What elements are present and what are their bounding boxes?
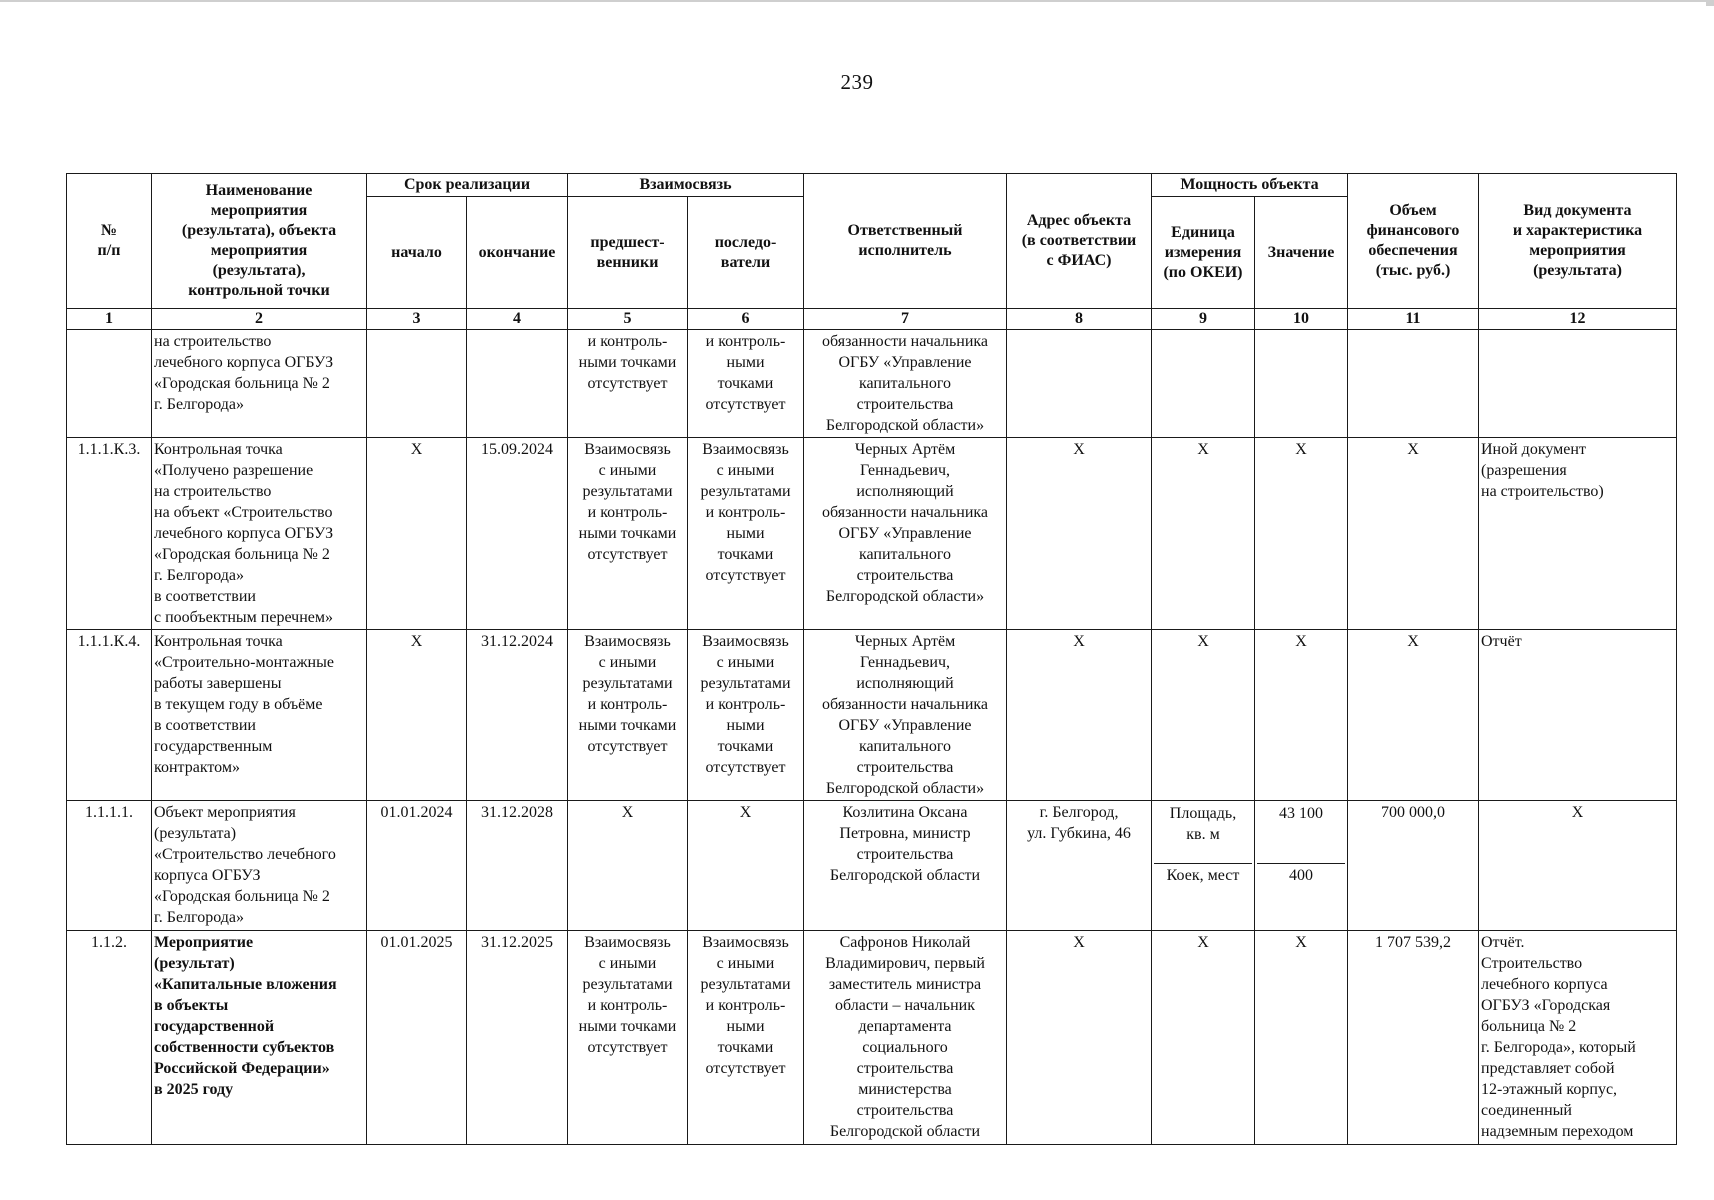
- row-next: Взаимосвязь с иными результатами и контроль- ными точками отсутствует: [688, 438, 804, 630]
- row-next: Взаимосвязь с иными результатами и контроль- ными точками отсутствует: [688, 630, 804, 801]
- header-term-start: начало: [367, 197, 467, 309]
- row-num: [67, 330, 152, 438]
- column-number: 8: [1007, 309, 1152, 330]
- row-address: [1007, 330, 1152, 438]
- row-doc: [1479, 330, 1677, 438]
- row-finance: X: [1348, 438, 1479, 630]
- header-capacity-group: Мощность объекта: [1152, 174, 1348, 197]
- row-name: Контрольная точка «Строительно-монтажные работы завершены в текущем году в объёме в соответствии государственным контрактом»: [152, 630, 367, 801]
- column-number: 3: [367, 309, 467, 330]
- table-row: [67, 630, 1677, 801]
- header-doc-type: Вид документа и характеристика мероприятия (результата): [1479, 174, 1677, 309]
- scan-edge-top: [0, 0, 1714, 2]
- header-num: № п/п: [67, 174, 152, 309]
- header-term-end: окончание: [467, 197, 568, 309]
- row-value: [1255, 330, 1348, 438]
- row-address: г. Белгород, ул. Губкина, 46: [1007, 801, 1152, 931]
- header-responsible: Ответственный исполнитель: [804, 174, 1007, 309]
- row-doc: X: [1479, 801, 1677, 931]
- row-end: 15.09.2024: [467, 438, 568, 630]
- row-value: [1255, 801, 1348, 931]
- header-link-prev: предшест- венники: [568, 197, 688, 309]
- row-responsible: Черных Артём Геннадьевич, исполняющий обязанности начальника ОГБУ «Управление капитального строительства Белгородской области»: [804, 630, 1007, 801]
- row-next: и контроль- ными точками отсутствует: [688, 330, 804, 438]
- column-number: 9: [1152, 309, 1255, 330]
- row-end: 31.12.2024: [467, 630, 568, 801]
- row-responsible: Козлитина Оксана Петровна, министр строительства Белгородской области: [804, 801, 1007, 931]
- row-end: 31.12.2028: [467, 801, 568, 931]
- row-responsible: Сафронов Николай Владимирович, первый заместитель министра области – начальник департамента социального строительства министерства строительства Белгородской области: [804, 931, 1007, 1145]
- activities-table: [66, 173, 1677, 1145]
- column-number: 2: [152, 309, 367, 330]
- row-finance: [1348, 330, 1479, 438]
- column-number: 5: [568, 309, 688, 330]
- row-next: Взаимосвязь с иными результатами и контроль- ными точками отсутствует: [688, 931, 804, 1145]
- header-term-group: Срок реализации: [367, 174, 568, 197]
- row-unit: X: [1152, 438, 1255, 630]
- unit-area: Площадь, кв. м: [1154, 802, 1252, 864]
- row-start: [367, 330, 467, 438]
- value-beds: 400: [1289, 867, 1313, 884]
- row-doc: Отчёт: [1479, 630, 1677, 801]
- column-number: 11: [1348, 309, 1479, 330]
- row-name: Мероприятие (результат) «Капитальные вложения в объекты государственной собственности субъектов Российской Федерации» в 2025 году: [152, 931, 367, 1145]
- header-address: Адрес объекта (в соответствии с ФИАС): [1007, 174, 1152, 309]
- row-finance: 700 000,0: [1348, 801, 1479, 931]
- value-area: 43 100: [1257, 802, 1345, 864]
- row-responsible: обязанности начальника ОГБУ «Управление капитального строительства Белгородской области»: [804, 330, 1007, 438]
- row-prev: X: [568, 801, 688, 931]
- row-prev: Взаимосвязь с иными результатами и контроль- ными точками отсутствует: [568, 438, 688, 630]
- row-prev: Взаимосвязь с иными результатами и контроль- ными точками отсутствует: [568, 630, 688, 801]
- row-name: на строительство лечебного корпуса ОГБУЗ «Городская больница № 2 г. Белгорода»: [152, 330, 367, 438]
- row-num: 1.1.1.К.4.: [67, 630, 152, 801]
- column-number: 10: [1255, 309, 1348, 330]
- row-address: X: [1007, 438, 1152, 630]
- column-number: 6: [688, 309, 804, 330]
- header-value: Значение: [1255, 197, 1348, 309]
- row-prev: и контроль- ными точками отсутствует: [568, 330, 688, 438]
- row-end: [467, 330, 568, 438]
- row-responsible: Черных Артём Геннадьевич, исполняющий обязанности начальника ОГБУ «Управление капитального строительства Белгородской области»: [804, 438, 1007, 630]
- row-unit: X: [1152, 630, 1255, 801]
- row-unit: X: [1152, 931, 1255, 1145]
- table-row: [67, 931, 1677, 1145]
- header-finance: Объем финансового обеспечения (тыс. руб.): [1348, 174, 1479, 309]
- column-number: 7: [804, 309, 1007, 330]
- row-address: X: [1007, 630, 1152, 801]
- table-row: [67, 438, 1677, 630]
- row-unit: [1152, 330, 1255, 438]
- row-value: X: [1255, 630, 1348, 801]
- page-number: 239: [840, 70, 874, 94]
- scan-edge-right: [1706, 0, 1714, 6]
- row-next: X: [688, 801, 804, 931]
- column-numbers-row: [67, 309, 1677, 330]
- row-doc: Иной документ (разрешения на строительство): [1479, 438, 1677, 630]
- row-value: X: [1255, 931, 1348, 1145]
- table-row: [67, 801, 1677, 931]
- column-number: 12: [1479, 309, 1677, 330]
- row-name: Объект мероприятия (результата) «Строительство лечебного корпуса ОГБУЗ «Городская больница № 2 г. Белгорода»: [152, 801, 367, 931]
- row-num: 1.1.1.1.: [67, 801, 152, 931]
- row-end: 31.12.2025: [467, 931, 568, 1145]
- column-number: 4: [467, 309, 568, 330]
- header-name: Наименование мероприятия (результата), объекта мероприятия (результата), контрольной точки: [152, 174, 367, 309]
- row-start: X: [367, 438, 467, 630]
- row-name: Контрольная точка «Получено разрешение на строительство на объект «Строительство лечебного корпуса ОГБУЗ «Городская больница № 2 г. Белгорода» в соответствии с пообъектным перечнем»: [152, 438, 367, 630]
- header-link-group: Взаимосвязь: [568, 174, 804, 197]
- row-num: 1.1.1.К.3.: [67, 438, 152, 630]
- row-start: 01.01.2025: [367, 931, 467, 1145]
- row-start: 01.01.2024: [367, 801, 467, 931]
- row-finance: X: [1348, 630, 1479, 801]
- row-finance: 1 707 539,2: [1348, 931, 1479, 1145]
- row-num: 1.1.2.: [67, 931, 152, 1145]
- row-prev: Взаимосвязь с иными результатами и контроль- ными точками отсутствует: [568, 931, 688, 1145]
- header-unit: Единица измерения (по ОКЕИ): [1152, 197, 1255, 309]
- table-row: [67, 330, 1677, 438]
- activities-table-container: [66, 173, 1676, 1145]
- row-address: X: [1007, 931, 1152, 1145]
- unit-beds: Коек, мест: [1166, 867, 1240, 884]
- column-number: 1: [67, 309, 152, 330]
- row-doc: Отчёт. Строительство лечебного корпуса ОГБУЗ «Городская больница № 2 г. Белгорода», который представляет собой 12-этажный корпус, соединенный надземным переходом: [1479, 931, 1677, 1145]
- header-link-next: последо- ватели: [688, 197, 804, 309]
- row-unit: [1152, 801, 1255, 931]
- row-value: X: [1255, 438, 1348, 630]
- row-start: X: [367, 630, 467, 801]
